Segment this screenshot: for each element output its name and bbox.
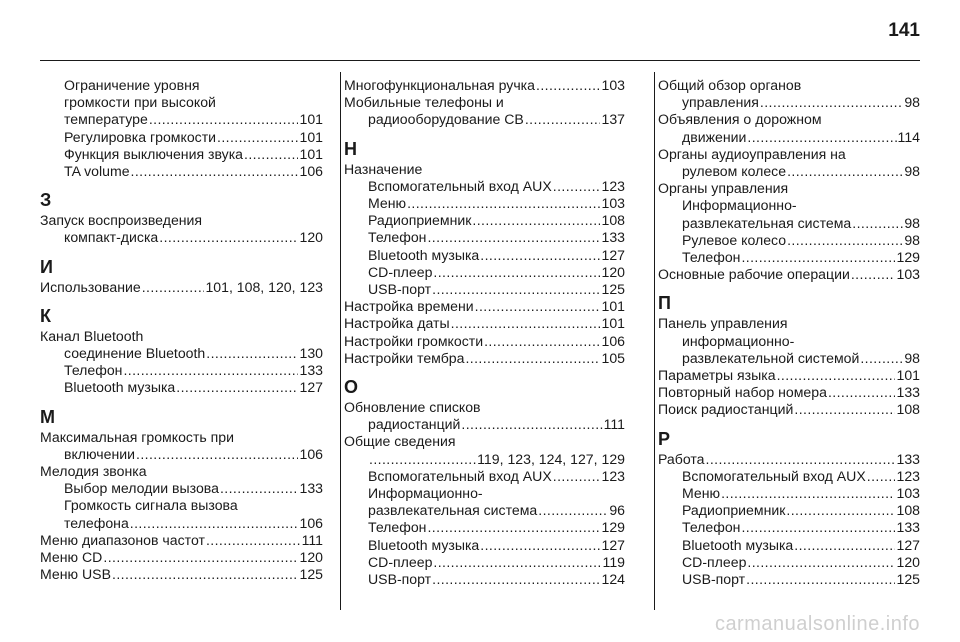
entry-text: Меню CD [40,549,103,566]
page-number: 141 [888,20,920,41]
entry-text: Радиоприемник [682,502,786,519]
dot-leader [538,502,608,519]
index-entry-heading: Информационно- [368,485,483,502]
dot-leader [746,571,895,588]
page-reference: 127 [601,246,625,263]
entry-text: Телефон [682,249,741,266]
index-section [344,77,625,129]
index-entry [344,468,625,485]
page-reference: 101 [299,128,323,145]
index-entry-heading: Органы управления [658,180,789,197]
index-column-3 [658,77,920,588]
page-reference: 137 [601,111,625,128]
index-entry-heading: Назначение [344,160,423,177]
header-rule [40,60,920,61]
page-reference: 133 [601,229,625,246]
index-entry [344,502,625,519]
entry-text: Повторный набор номера [658,384,827,401]
index-entry-heading: Объявления о дорожном [658,111,822,128]
entry-text: радиооборудование CB [368,111,524,128]
index-section [344,139,625,367]
dot-leader [747,554,895,571]
entry-text: развлекательной системой [682,349,860,366]
page-reference: 108 [601,212,625,229]
dot-leader [407,195,600,212]
index-entry [40,345,323,362]
dot-leader [786,502,895,519]
dot-leader [149,111,299,128]
entry-text: Телефон [64,362,123,379]
page-reference: 101 [896,367,920,384]
dot-leader [777,367,896,384]
page-reference: 98 [904,163,920,180]
index-entry [40,229,323,246]
entry-text: Радиоприемник [368,212,472,229]
page-reference: 108 [896,401,920,418]
entry-text: Телефон [682,519,741,536]
index-entry-heading: Канал Bluetooth [40,327,144,344]
index-entry [40,446,323,463]
entry-text: управления [682,94,759,111]
index-entry-heading: информационно- [682,332,795,349]
index-entry-heading: громкости при высокой [64,94,216,111]
entry-text: компакт-диска [64,229,159,246]
entry-text: Регулировка громкости [64,128,217,145]
entry-text: Настройки тембра [344,349,465,366]
dot-leader [472,212,600,229]
dot-leader [112,566,298,583]
index-entry [344,264,625,281]
index-section [40,306,323,397]
page-reference: 125 [299,566,323,583]
entry-text: Настройки громкости [344,332,484,349]
entry-text: Вспомогательный вход AUX [682,467,866,484]
page-reference: 106 [601,332,625,349]
dot-leader [427,229,600,246]
page-reference: 120 [299,229,323,246]
index-entry [658,485,920,502]
page-reference: 127 [601,536,625,553]
entry-text: температуре [64,111,148,128]
page-reference: 96 [609,502,625,519]
index-entry-heading: Мелодия звонка [40,463,147,480]
page-reference: 103 [601,195,625,212]
watermark: carmanualsonline.info [714,613,920,635]
dot-leader [851,266,896,283]
dot-leader [142,279,205,296]
section-letter: Н [344,138,357,159]
index-entry [344,451,625,468]
page-reference: 123 [896,467,920,484]
index-entry [344,333,625,350]
index-entry-heading: Мобильные телефоны и [344,94,504,111]
dot-leader [244,146,298,163]
dot-leader [787,232,903,249]
entry-text: движении [682,128,747,145]
page-reference: 101 [601,315,625,332]
dot-leader [103,549,298,566]
page-reference: 111 [603,416,625,433]
dot-leader [206,345,298,362]
page-reference: 106 [299,445,323,462]
index-section [40,257,323,296]
entry-text: Телефон [368,229,427,246]
page-reference: 123 [601,177,625,194]
index-entry [344,77,625,94]
entry-text: USB-порт [368,571,432,588]
entry-text: Функция выключения звука [64,145,244,162]
index-entry [658,401,920,418]
section-letter: К [40,305,51,326]
dot-leader [461,416,602,433]
page-reference: 119, 123, 124, 127, 129 [477,450,625,467]
dot-leader [475,298,601,315]
column-divider [340,72,341,610]
entry-text: Основные рабочие операции [658,266,850,283]
entry-text: Bluetooth музыка [682,536,794,553]
index-entry-heading: Громкость сигнала вызова [64,497,238,514]
index-entry [40,379,323,396]
page-reference: 133 [299,362,323,379]
index-entry [344,111,625,128]
index-entry [658,232,920,249]
index-entry [40,480,323,497]
dot-leader [136,446,298,463]
index-entry [344,554,625,571]
dot-leader [553,468,601,485]
entry-text: рулевом колесе [682,163,787,180]
index-entry [40,279,323,296]
index-entry-heading: Общие сведения [344,433,456,450]
section-letter: З [40,190,52,211]
index-entry [658,451,920,468]
index-column-1 [40,77,323,583]
dot-leader [432,281,600,298]
entry-text: Меню [368,195,407,212]
page-reference: 133 [896,450,920,467]
entry-text: Параметры языка [658,367,776,384]
dot-leader [852,215,903,232]
dot-leader [721,485,895,502]
page-reference: 130 [299,345,323,362]
page-reference: 119 [602,553,625,570]
page-reference: 98 [904,94,920,111]
index-entry [658,163,920,180]
entry-text: телефона [64,514,129,531]
index-entry [658,554,920,571]
entry-text: развлекательная система [368,502,538,519]
index-entry-heading: Общий обзор органов [658,77,802,93]
entry-text: CD-плеер [682,553,747,570]
dot-leader [480,537,600,554]
entry-text: включении [64,445,136,462]
entry-text: Bluetooth музыка [64,379,176,396]
index-entry [658,571,920,588]
page-reference: 98 [904,231,920,248]
dot-leader [220,480,299,497]
entry-text: TA volume [64,163,130,180]
index-entry [658,266,920,283]
dot-leader [130,515,299,532]
page-reference: 120 [299,549,323,566]
index-entry [344,315,625,332]
index-entry-heading: Обновление списков [344,399,481,416]
dot-leader [369,451,476,468]
index-section [658,429,920,589]
entry-text: Меню [682,485,721,502]
index-entry [40,129,323,146]
dot-leader [217,129,298,146]
entry-text: Настройка даты [344,315,450,332]
entry-text: Меню диапазонов частот [40,531,205,548]
entry-text: Настройка времени [344,298,474,315]
page-reference: 133 [896,384,920,401]
page-reference: 108 [896,502,920,519]
dot-leader [860,350,903,367]
entry-text: Использование [40,278,141,295]
dot-leader [159,229,298,246]
dot-leader [794,401,895,418]
entry-text: USB-порт [682,571,746,588]
entry-text: Поиск радиостанций [658,401,794,418]
dot-leader [176,379,298,396]
dot-leader [536,77,600,94]
page-reference: 101 [299,111,323,128]
dot-leader [828,384,896,401]
entry-text: CD-плеер [368,263,433,280]
index-entry-heading: Запуск воспроизведения [40,212,203,229]
index-entry [40,163,323,180]
dot-leader [427,519,600,536]
dot-leader [432,571,600,588]
index-entry [344,281,625,298]
index-entry-heading: Органы аудиоуправления на [658,145,846,162]
page-reference: 133 [896,519,920,536]
dot-leader [747,129,896,146]
entry-text: Вспомогательный вход AUX [368,467,552,484]
dot-leader [867,468,896,485]
index-entry [658,468,920,485]
dot-leader [465,350,600,367]
page-reference: 129 [896,249,920,266]
index-section [40,77,323,180]
index-entry [658,519,920,536]
index-entry [40,362,323,379]
index-section [658,293,920,418]
index-entry [658,367,920,384]
page-reference: 101 [601,298,625,315]
dot-leader [206,532,301,549]
entry-text: Меню USB [40,566,111,583]
entry-text: развлекательная система [682,214,852,231]
index-entry [344,571,625,588]
entry-text: Телефон [368,519,427,536]
page-reference: 123 [601,467,625,484]
index-column-2 [344,77,625,588]
entry-text: Многофункциональная ручка [344,77,535,93]
index-entry-heading: Панель управления [658,315,788,332]
index-entry [344,229,625,246]
entry-text: Выбор мелодии вызова [64,480,219,497]
index-entry [658,129,920,146]
dot-leader [131,163,299,180]
section-letter: П [658,293,671,314]
index-section [658,77,920,283]
index-entry [344,195,625,212]
index-entry [40,146,323,163]
page-reference: 106 [299,163,323,180]
index-entry [344,247,625,264]
dot-leader [553,178,601,195]
page-reference: 124 [601,571,625,588]
index-entry [658,350,920,367]
entry-text: USB-порт [368,281,432,298]
page-reference: 103 [896,266,920,283]
page-reference: 125 [601,281,625,298]
dot-leader [741,249,895,266]
entry-text: соединение Bluetooth [64,345,206,362]
page-reference: 111 [301,531,323,548]
page-reference: 101, 108, 120, 123 [205,278,323,295]
column-divider [654,72,655,610]
page-reference: 127 [299,379,323,396]
index-entry [658,94,920,111]
entry-text: Работа [658,450,705,467]
index-entry [658,384,920,401]
entry-text: Рулевое колесо [682,231,787,248]
page-reference: 133 [299,480,323,497]
page-reference: 103 [896,485,920,502]
dot-leader [760,94,903,111]
dot-leader [706,451,896,468]
index-entry [344,178,625,195]
entry-text: радиостанций [368,416,461,433]
index-entry [344,537,625,554]
page-reference: 120 [601,263,625,280]
dot-leader [741,519,895,536]
index-entry [40,515,323,532]
dot-leader [794,537,895,554]
page-reference: 127 [896,536,920,553]
section-letter: И [40,256,53,277]
dot-leader [123,362,298,379]
dot-leader [480,247,600,264]
page-reference: 98 [904,349,920,366]
index-section [40,190,323,246]
page-reference: 114 [897,128,920,145]
entry-text: Вспомогательный вход AUX [368,177,552,194]
dot-leader [451,315,601,332]
page-reference: 101 [299,145,323,162]
page-reference: 106 [299,514,323,531]
entry-text: Bluetooth музыка [368,246,480,263]
dot-leader [433,554,601,571]
index-entry [344,519,625,536]
entry-text: Bluetooth музыка [368,536,480,553]
index-entry [344,350,625,367]
page-reference: 120 [896,553,920,570]
index-entry [658,502,920,519]
index-entry [344,212,625,229]
index-entry [40,532,323,549]
index-section [40,407,323,584]
index-entry [658,537,920,554]
page-reference: 98 [904,214,920,231]
index-entry-heading: Максимальная громкость при [40,428,235,445]
section-letter: Р [658,428,671,449]
index-section [344,377,625,588]
entry-text: CD-плеер [368,553,433,570]
page-reference: 105 [601,349,625,366]
page-reference: 125 [896,571,920,588]
section-letter: М [40,406,55,427]
index-entry [658,249,920,266]
index-entry [40,549,323,566]
index-entry [40,566,323,583]
section-letter: О [344,377,359,398]
dot-leader [484,333,600,350]
page-reference: 129 [601,519,625,536]
index-entry [40,111,323,128]
dot-leader [787,163,903,180]
index-entry [344,416,625,433]
page-reference: 103 [601,77,625,93]
index-entry [344,298,625,315]
index-entry [658,215,920,232]
index-entry-heading: Ограничение уровня [64,77,200,93]
index-entry-heading: Информационно- [682,197,797,214]
dot-leader [525,111,601,128]
dot-leader [433,264,600,281]
